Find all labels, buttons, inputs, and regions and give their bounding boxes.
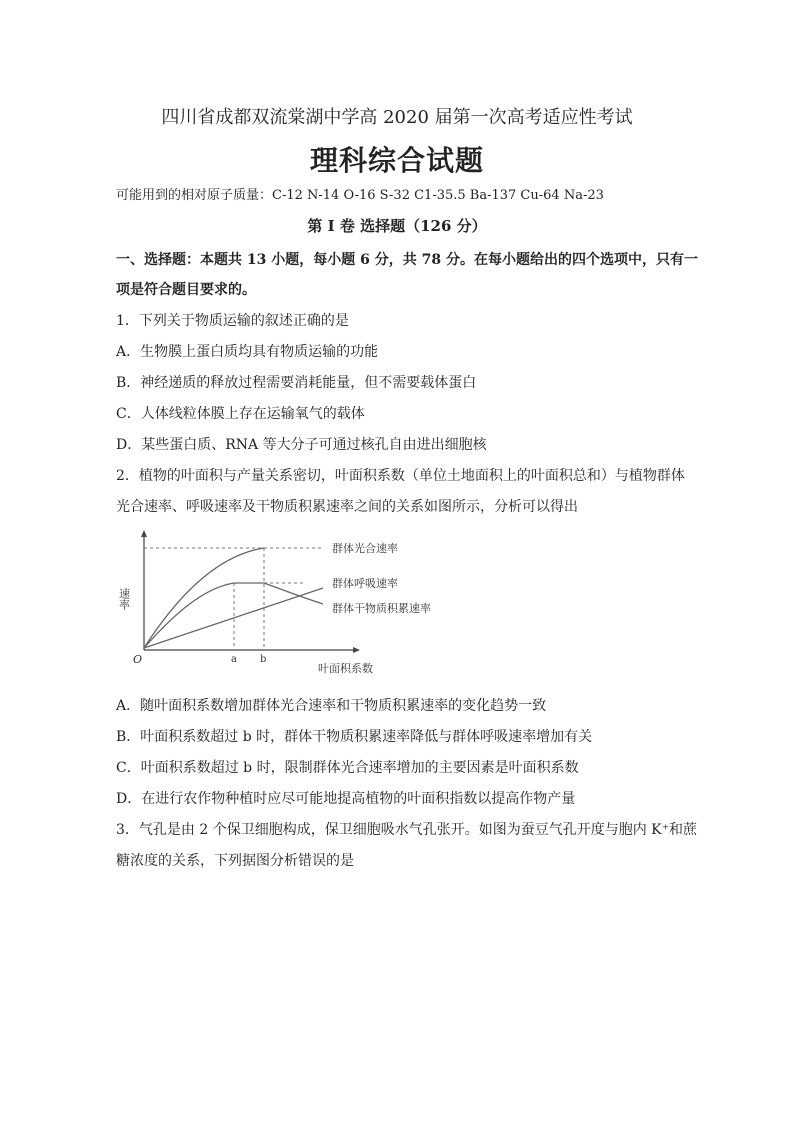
question-1-option-d: D．某些蛋白质、RNA 等大分子可通过核孔自由进出细胞核 (116, 437, 487, 453)
instructions-line-2: 项是符合题目要求的。 (116, 282, 256, 298)
rate-vs-leaf-area-chart (118, 530, 458, 680)
y-axis-arrow (141, 530, 147, 537)
question-2-option-b: B．叶面积系数超过 b 时，群体干物质积累速率降低与群体呼吸速率增加有关 (116, 729, 593, 745)
section-title: 第 I 卷 选择题（126 分） (307, 217, 487, 235)
question-3-stem-line-1: 3．气孔是由 2 个保卫细胞构成，保卫细胞吸水气孔张开。如图为蚕豆气孔开度与胞内 K⁺和蔗 (116, 822, 698, 838)
question-1-option-b: B．神经递质的释放过程需要消耗能量，但不需要载体蛋白 (116, 375, 477, 391)
x-axis-arrow (353, 647, 360, 653)
legend-photosynthesis: 群体光合速率 (332, 542, 398, 555)
x-tick-a: a (231, 654, 237, 665)
question-2-stem-line-2: 光合速率、呼吸速率及干物质积累速率之间的关系如图所示，分析可以得出 (116, 499, 578, 515)
origin-label: O (133, 653, 143, 666)
question-1-stem: 1．下列关于物质运输的叙述正确的是 (116, 313, 349, 329)
question-2-option-c: C．叶面积系数超过 b 时，限制群体光合速率增加的主要因素是叶面积系数 (116, 760, 579, 776)
legend-respiration: 群体呼吸速率 (332, 577, 398, 590)
exam-title: 四川省成都双流棠湖中学高 2020 届第一次高考适应性考试 (161, 107, 633, 128)
question-2-stem-line-1: 2．植物的叶面积与产量关系密切，叶面积系数（单位土地面积上的叶面积总和）与植物群体 (116, 468, 685, 484)
legend-dry-matter: 群体干物质积累速率 (332, 602, 431, 615)
question-2-option-a: A．随叶面积系数增加群体光合速率和干物质积累速率的变化趋势一致 (116, 698, 547, 714)
question-2-option-d: D．在进行农作物种植时应尽可能地提高植物的叶面积指数以提高作物产量 (116, 791, 576, 807)
question-1-option-a: A．生物膜上蛋白质均具有物质运输的功能 (116, 344, 379, 360)
atomic-masses: 可能用到的相对原子质量：C-12 N-14 O-16 S-32 C1-35.5 Ba-137 Cu-64 Na-23 (116, 188, 604, 203)
question-3-stem-line-2: 糖浓度的关系，下列据图分析错误的是 (116, 853, 354, 869)
x-axis-label: 叶面积系数 (318, 662, 373, 675)
x-tick-b: b (260, 654, 267, 665)
question-1-option-c: C．人体线粒体膜上存在运输氧气的载体 (116, 406, 365, 422)
series-line-photosynthesis (144, 548, 264, 648)
y-axis-label: 速率 (118, 588, 131, 610)
instructions-line-1: 一、选择题：本题共 13 小题，每小题 6 分，共 78 分。在每小题给出的四个选项中，只有一 (116, 252, 698, 268)
subject-title: 理科综合试题 (309, 144, 484, 177)
